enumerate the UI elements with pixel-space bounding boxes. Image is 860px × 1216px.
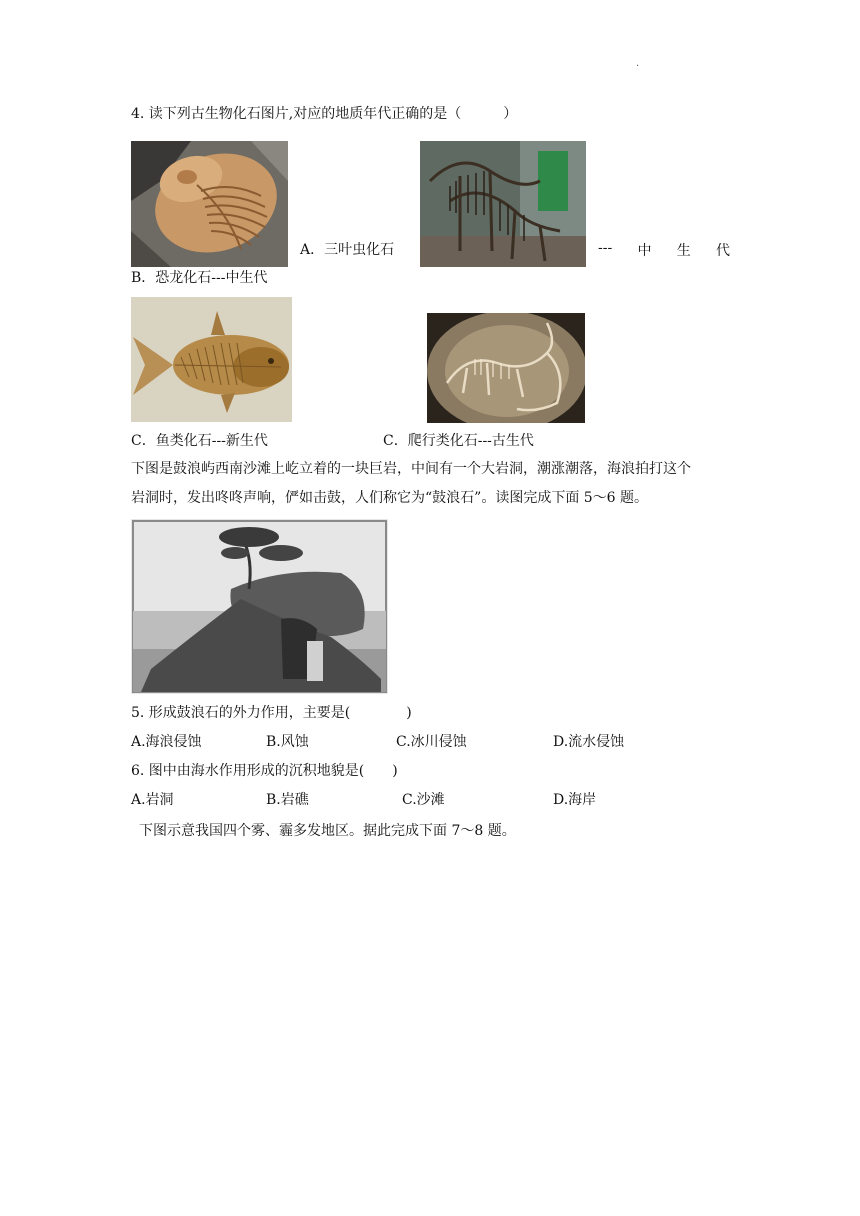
q4-tail-char-3: 代 [716, 243, 730, 259]
q4-stem: 4. 读下列古生物化石图片,对应的地质年代正确的是（ ） [131, 106, 518, 122]
gulangshi-rock-image [131, 519, 388, 694]
q6-option-a: A.岩洞 [131, 792, 174, 808]
q5-stem: 5. 形成鼓浪石的外力作用，主要是( ) [131, 705, 412, 721]
q4-tail-char-1: 中 [637, 243, 652, 259]
q6-option-c: C.沙滩 [402, 792, 445, 808]
q4-option-c-fish: C．鱼类化石---新生代 [131, 433, 268, 449]
q4-tail-dashes: --- [598, 240, 613, 256]
q6-option-b: B.岩礁 [266, 792, 309, 808]
trilobite-fossil-image [131, 141, 288, 267]
q5-option-c: C.冰川侵蚀 [396, 734, 467, 750]
q4-tail-char-2: 生 [676, 243, 691, 259]
q5-option-b: B.风蚀 [266, 734, 309, 750]
q4-option-a-tail [598, 240, 730, 260]
q5-option-a: A.海浪侵蚀 [131, 734, 202, 750]
q4-option-b: B．恐龙化石---中生代 [131, 270, 268, 286]
dinosaur-skeleton-image [420, 141, 586, 267]
q6-stem: 6. 图中由海水作用形成的沉积地貌是( ) [131, 763, 398, 779]
passage-line-1: 下图是鼓浪屿西南沙滩上屹立着的一块巨岩，中间有一个大岩洞，潮涨潮落，海浪拍打这个 [131, 461, 691, 477]
fish-fossil-image [131, 297, 292, 422]
q5-option-d: D.流水侵蚀 [553, 734, 625, 750]
q6-option-d: D.海岸 [553, 792, 597, 808]
reptile-fossil-image [427, 313, 585, 423]
intro-7-8: 下图示意我国四个雾、霾多发地区。据此完成下面 7～8 题。 [139, 823, 516, 839]
q4-option-a: A．三叶虫化石 [300, 242, 395, 258]
q4-option-c-reptile: C．爬行类化石---古生代 [383, 433, 534, 449]
passage-line-2: 岩洞时，发出咚咚声响，俨如击鼓，人们称它为“鼓浪石”。读图完成下面 5～6 题。 [131, 490, 649, 506]
page-dot: . [636, 58, 640, 69]
